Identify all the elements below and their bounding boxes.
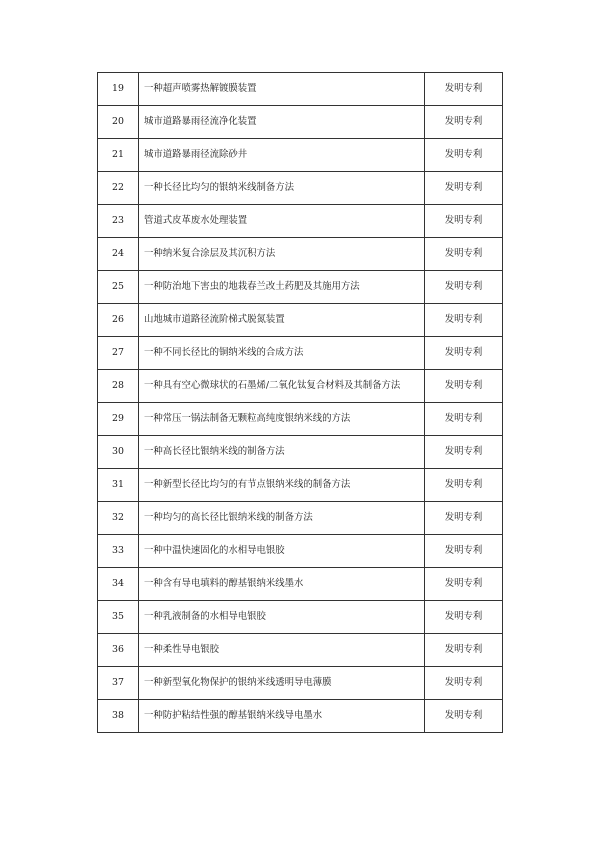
patent-name: 一种不同长径比的铜纳米线的合成方法	[139, 337, 425, 370]
patent-name: 一种长径比均匀的银纳米线制备方法	[139, 172, 425, 205]
patent-name: 一种含有导电填料的醇基银纳米线墨水	[139, 568, 425, 601]
table-row	[98, 205, 503, 238]
patent-type: 发明专利	[425, 469, 503, 502]
table-row	[98, 238, 503, 271]
patent-type: 发明专利	[425, 634, 503, 667]
table-row	[98, 667, 503, 700]
row-number: 33	[98, 535, 139, 568]
patent-name: 山地城市道路径流阶梯式脱氮装置	[139, 304, 425, 337]
table-row	[98, 700, 503, 733]
patent-name: 一种柔性导电银胶	[139, 634, 425, 667]
table-row	[98, 106, 503, 139]
row-number: 37	[98, 667, 139, 700]
patent-name: 一种乳液制备的水相导电银胶	[139, 601, 425, 634]
row-number: 27	[98, 337, 139, 370]
patent-name: 一种新型氧化物保护的银纳米线透明导电薄膜	[139, 667, 425, 700]
patent-type: 发明专利	[425, 535, 503, 568]
table-row	[98, 172, 503, 205]
patent-type: 发明专利	[425, 172, 503, 205]
patent-name: 一种常压一锅法制备无颗粒高纯度银纳米线的方法	[139, 403, 425, 436]
patent-type: 发明专利	[425, 205, 503, 238]
table-row	[98, 502, 503, 535]
row-number: 26	[98, 304, 139, 337]
row-number: 28	[98, 370, 139, 403]
table-row	[98, 568, 503, 601]
table-row	[98, 304, 503, 337]
table-row	[98, 634, 503, 667]
patent-name: 一种超声喷雾热解镀膜装置	[139, 73, 425, 106]
patent-name: 一种防护粘结性强的醇基银纳米线导电墨水	[139, 700, 425, 733]
table-row	[98, 370, 503, 403]
table-row	[98, 271, 503, 304]
patent-type: 发明专利	[425, 106, 503, 139]
row-number: 22	[98, 172, 139, 205]
patent-type: 发明专利	[425, 436, 503, 469]
table-row	[98, 139, 503, 172]
table-row	[98, 535, 503, 568]
table-row	[98, 436, 503, 469]
table-row	[98, 403, 503, 436]
table-row	[98, 469, 503, 502]
row-number: 30	[98, 436, 139, 469]
patent-type: 发明专利	[425, 304, 503, 337]
row-number: 38	[98, 700, 139, 733]
row-number: 20	[98, 106, 139, 139]
patent-type: 发明专利	[425, 403, 503, 436]
patent-type: 发明专利	[425, 73, 503, 106]
patent-name: 一种中温快速固化的水相导电银胶	[139, 535, 425, 568]
patent-type: 发明专利	[425, 667, 503, 700]
patent-type: 发明专利	[425, 502, 503, 535]
patent-type: 发明专利	[425, 700, 503, 733]
patent-name: 一种纳米复合涂层及其沉积方法	[139, 238, 425, 271]
patent-type: 发明专利	[425, 271, 503, 304]
row-number: 25	[98, 271, 139, 304]
row-number: 36	[98, 634, 139, 667]
patent-name: 管道式皮革废水处理装置	[139, 205, 425, 238]
row-number: 32	[98, 502, 139, 535]
row-number: 24	[98, 238, 139, 271]
patent-name: 城市道路暴雨径流净化装置	[139, 106, 425, 139]
row-number: 19	[98, 73, 139, 106]
row-number: 34	[98, 568, 139, 601]
row-number: 21	[98, 139, 139, 172]
patent-name: 一种均匀的高长径比银纳米线的制备方法	[139, 502, 425, 535]
patent-name: 一种新型长径比均匀的有节点银纳米线的制备方法	[139, 469, 425, 502]
patent-table	[97, 72, 503, 733]
patent-name: 一种高长径比银纳米线的制备方法	[139, 436, 425, 469]
row-number: 31	[98, 469, 139, 502]
patent-name: 一种具有空心微球状的石墨烯/二氧化钛复合材料及其制备方法	[139, 370, 425, 403]
patent-type: 发明专利	[425, 337, 503, 370]
patent-name: 一种防治地下害虫的地栽春兰改土药肥及其施用方法	[139, 271, 425, 304]
patent-name: 城市道路暴雨径流除砂井	[139, 139, 425, 172]
row-number: 35	[98, 601, 139, 634]
patent-type: 发明专利	[425, 238, 503, 271]
patent-type: 发明专利	[425, 601, 503, 634]
table-row	[98, 337, 503, 370]
table-row	[98, 73, 503, 106]
row-number: 23	[98, 205, 139, 238]
table-row	[98, 601, 503, 634]
row-number: 29	[98, 403, 139, 436]
patent-type: 发明专利	[425, 370, 503, 403]
patent-type: 发明专利	[425, 568, 503, 601]
patent-table-body	[98, 73, 503, 733]
patent-type: 发明专利	[425, 139, 503, 172]
